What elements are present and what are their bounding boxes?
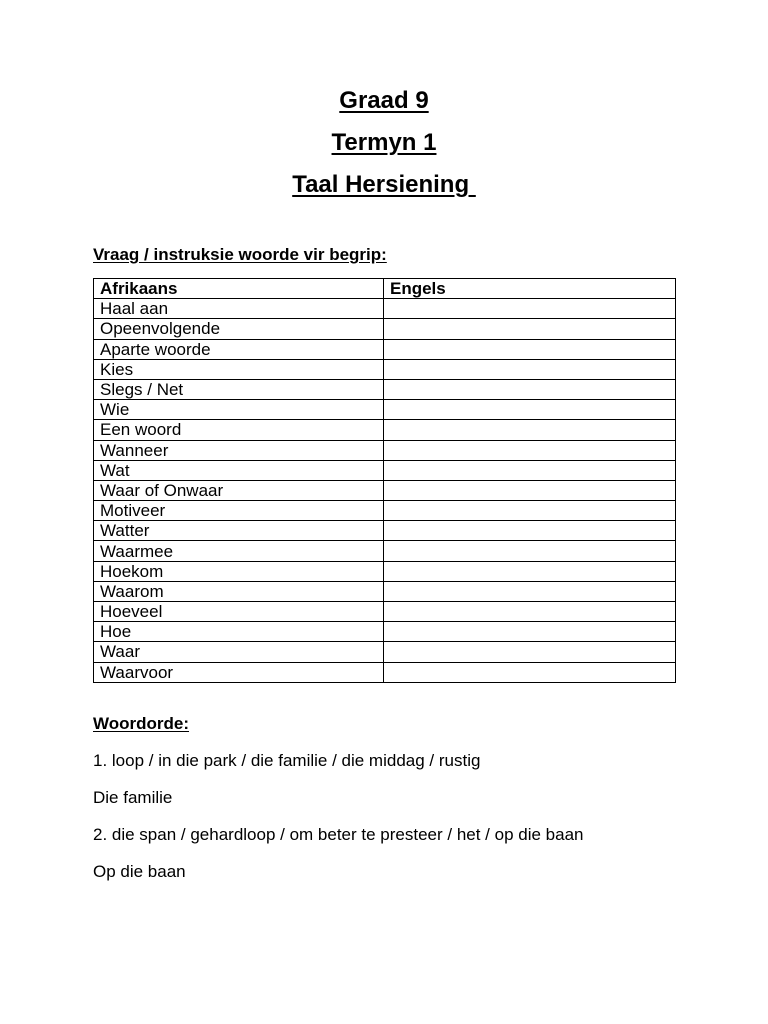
afrikaans-word-cell: Watter [94,521,384,541]
table-row [94,642,676,662]
afrikaans-word-cell: Hoe [94,622,384,642]
english-answer-cell [384,440,676,460]
english-answer-cell [384,642,676,662]
table-row [94,420,676,440]
table-row [94,359,676,379]
afrikaans-word-cell: Aparte woorde [94,339,384,359]
afrikaans-word-cell: Haal aan [94,299,384,319]
afrikaans-word-cell: Motiveer [94,501,384,521]
vocabulary-table [93,278,676,683]
afrikaans-word-cell: Een woord [94,420,384,440]
english-answer-cell [384,541,676,561]
afrikaans-word-cell: Hoeveel [94,602,384,622]
table-row [94,501,676,521]
word-order-prompt-1: 1. loop / in die park / die familie / die middag / rustig [93,751,481,770]
afrikaans-word-cell: Wat [94,460,384,480]
table-row [94,299,676,319]
english-answer-cell [384,339,676,359]
title-grade: Graad 9 [339,87,429,114]
word-order-answer-start-1: Die familie [93,788,173,807]
afrikaans-word-cell: Hoekom [94,561,384,581]
english-answer-cell [384,602,676,622]
word-order-answer-start-2: Op die baan [93,862,186,881]
table-row [94,521,676,541]
column-header-afrikaans: Afrikaans [94,279,384,299]
table-row [94,581,676,601]
english-answer-cell [384,662,676,682]
table-row [94,541,676,561]
title-term: Termyn 1 [331,129,437,156]
afrikaans-word-cell: Waarom [94,581,384,601]
afrikaans-word-cell: Waar [94,642,384,662]
english-answer-cell [384,501,676,521]
afrikaans-word-cell: Waarvoor [94,662,384,682]
table-row [94,561,676,581]
table-row [94,622,676,642]
afrikaans-word-cell: Wanneer [94,440,384,460]
table-row [94,319,676,339]
title-subject: Taal Hersiening [292,171,476,198]
afrikaans-word-cell: Wie [94,400,384,420]
english-answer-cell [384,379,676,399]
english-answer-cell [384,460,676,480]
english-answer-cell [384,400,676,420]
table-row [94,460,676,480]
english-answer-cell [384,299,676,319]
word-order-prompt-2: 2. die span / gehardloop / om beter te presteer / het / op die baan [93,825,584,844]
english-answer-cell [384,581,676,601]
table-row [94,440,676,460]
table-header-row [94,279,676,299]
table-row [94,480,676,500]
english-answer-cell [384,622,676,642]
english-answer-cell [384,319,676,339]
afrikaans-word-cell: Opeenvolgende [94,319,384,339]
english-answer-cell [384,561,676,581]
afrikaans-word-cell: Kies [94,359,384,379]
table-row [94,400,676,420]
english-answer-cell [384,480,676,500]
english-answer-cell [384,420,676,440]
section-heading-instruction-words: Vraag / instruksie woorde vir begrip: [93,245,387,264]
table-row [94,602,676,622]
english-answer-cell [384,521,676,541]
afrikaans-word-cell: Waarmee [94,541,384,561]
afrikaans-word-cell: Slegs / Net [94,379,384,399]
section-heading-word-order: Woordorde: [93,714,190,733]
afrikaans-word-cell: Waar of Onwaar [94,480,384,500]
english-answer-cell [384,359,676,379]
table-row [94,379,676,399]
table-row [94,339,676,359]
column-header-english: Engels [384,279,676,299]
table-row [94,662,676,682]
